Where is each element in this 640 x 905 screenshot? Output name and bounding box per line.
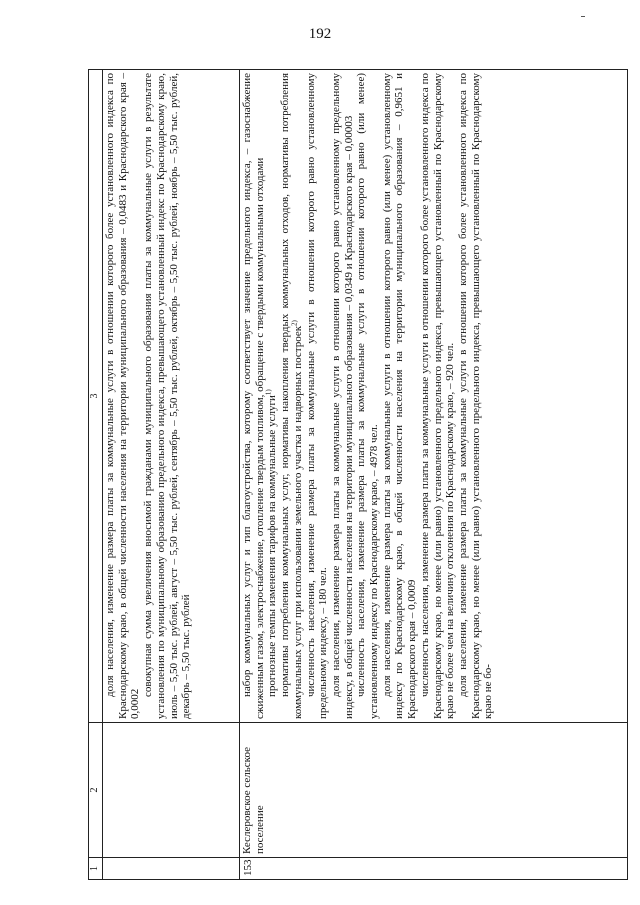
continuation-paragraph-share: доля населения, изменение размера платы за коммунальные услуги в отношении которого более установленного индекса по Краснодарскому краю, в общей численности населения на территории муниципального образования – 0,0483 и Краснодарского края – 0,0002 — [104, 73, 142, 719]
population-above-regional-paragraph: численность населения, изменение размера платы за коммунальные услуги в отношении которого более установленного индекса по Краснодарскому краю, но менее (или равно) установленного предельного индекса, превышающего установленный по Краснодарскому краю не более чем на величину отклонения по Краснодарскому краю, – 920 чел. — [418, 73, 457, 719]
tariff-forecast-text: прогнозные темпы изменения тарифов на коммунальные услуги — [266, 395, 279, 697]
continuation-text-cell — [103, 70, 240, 723]
rotated-table-wrapper — [88, 70, 628, 880]
continuation-row — [103, 70, 240, 880]
tariff-forecast-paragraph — [266, 73, 279, 719]
page-number: 192 — [308, 26, 332, 42]
share-above-regional-paragraph: доля населения, изменение размера платы за коммунальные услуги в отношении которого более установленного индекса по Краснодарскому краю, но менее (или равно) установленного предельного индекса, превышающего установленный по Краснодарскому краю не бо- — [456, 73, 495, 719]
population-below-regional-paragraph: численность населения, изменение размера платы за коммунальные услуги в отношении которого равно (или менее) установленному индексу по Краснодарскому краю, – 4978 чел. — [355, 73, 381, 719]
municipality-name: Кеслеровское сельское поселение — [240, 723, 628, 858]
continuation-paragraph-sum: совокупная сумма увеличения вносимой гражданами муниципального образования платы за коммунальные услуги в результате установления по муниципальному образованию предельного индекса, превышающего установленный индекс по Краснодарскому краю, июль – 5,50 тыс. рублей, август – 5,50 тыс. рублей, сентябрь – 5,50 тыс. рублей, октябрь – 5,50 тыс. рублей, ноябрь – 5,50 тыс. рублей, декабрь – 5,50 тыс. рублей — [142, 73, 193, 719]
footnote-2: 2) — [290, 320, 299, 326]
share-below-regional-paragraph: доля населения, изменение размера платы за коммунальные услуги в отношении которого равно (или менее) установленному индексу по Краснодарскому краю, в общей численности населения на территории муниципального образования – 0,9651 и Краснодарского края – 0,0009 — [380, 73, 419, 719]
corner-mark — [581, 16, 585, 17]
share-equal-limit-paragraph: доля населения, изменение размера платы за коммунальные услуги в отношении которого равно установленному предельному индексу, в общей численности населения на территории муниципального образования – 0,0349 и Краснодарского края – 0,00003 — [329, 73, 355, 719]
table-row-153 — [240, 70, 628, 880]
footnote-1: 1) — [264, 389, 273, 396]
row-153-details — [240, 70, 628, 723]
header-row — [89, 70, 103, 880]
row-number-153: 153 — [240, 858, 628, 880]
population-equal-limit-paragraph: численность населения, изменение размера платы за коммунальные услуги в отношении которого равно установленному предельному индексу, – 180 чел. — [304, 73, 330, 719]
consumption-norms-paragraph — [279, 73, 304, 719]
header-col-3: 3 — [89, 70, 103, 723]
services-set-paragraph: набор коммунальных услуг и тип благоустройства, которому соответствует значение предельного индекса, – газоснабжение сжиженным газом, электроснабжение, отопление твердым топливом, обращение с твердыми коммунальными отходами — [241, 73, 266, 719]
municipal-index-table — [88, 69, 628, 880]
header-col-1: 1 — [89, 858, 103, 880]
consumption-norms-text: нормативы потребления коммунальных услуг, нормативы накопления твердых коммунальных отходов, нормативы потребления коммунальных услуг при использовании земельного участка и надворных построек — [279, 73, 304, 719]
continuation-number-cell — [103, 858, 240, 880]
continuation-name-cell — [103, 723, 240, 858]
header-col-2: 2 — [89, 723, 103, 858]
